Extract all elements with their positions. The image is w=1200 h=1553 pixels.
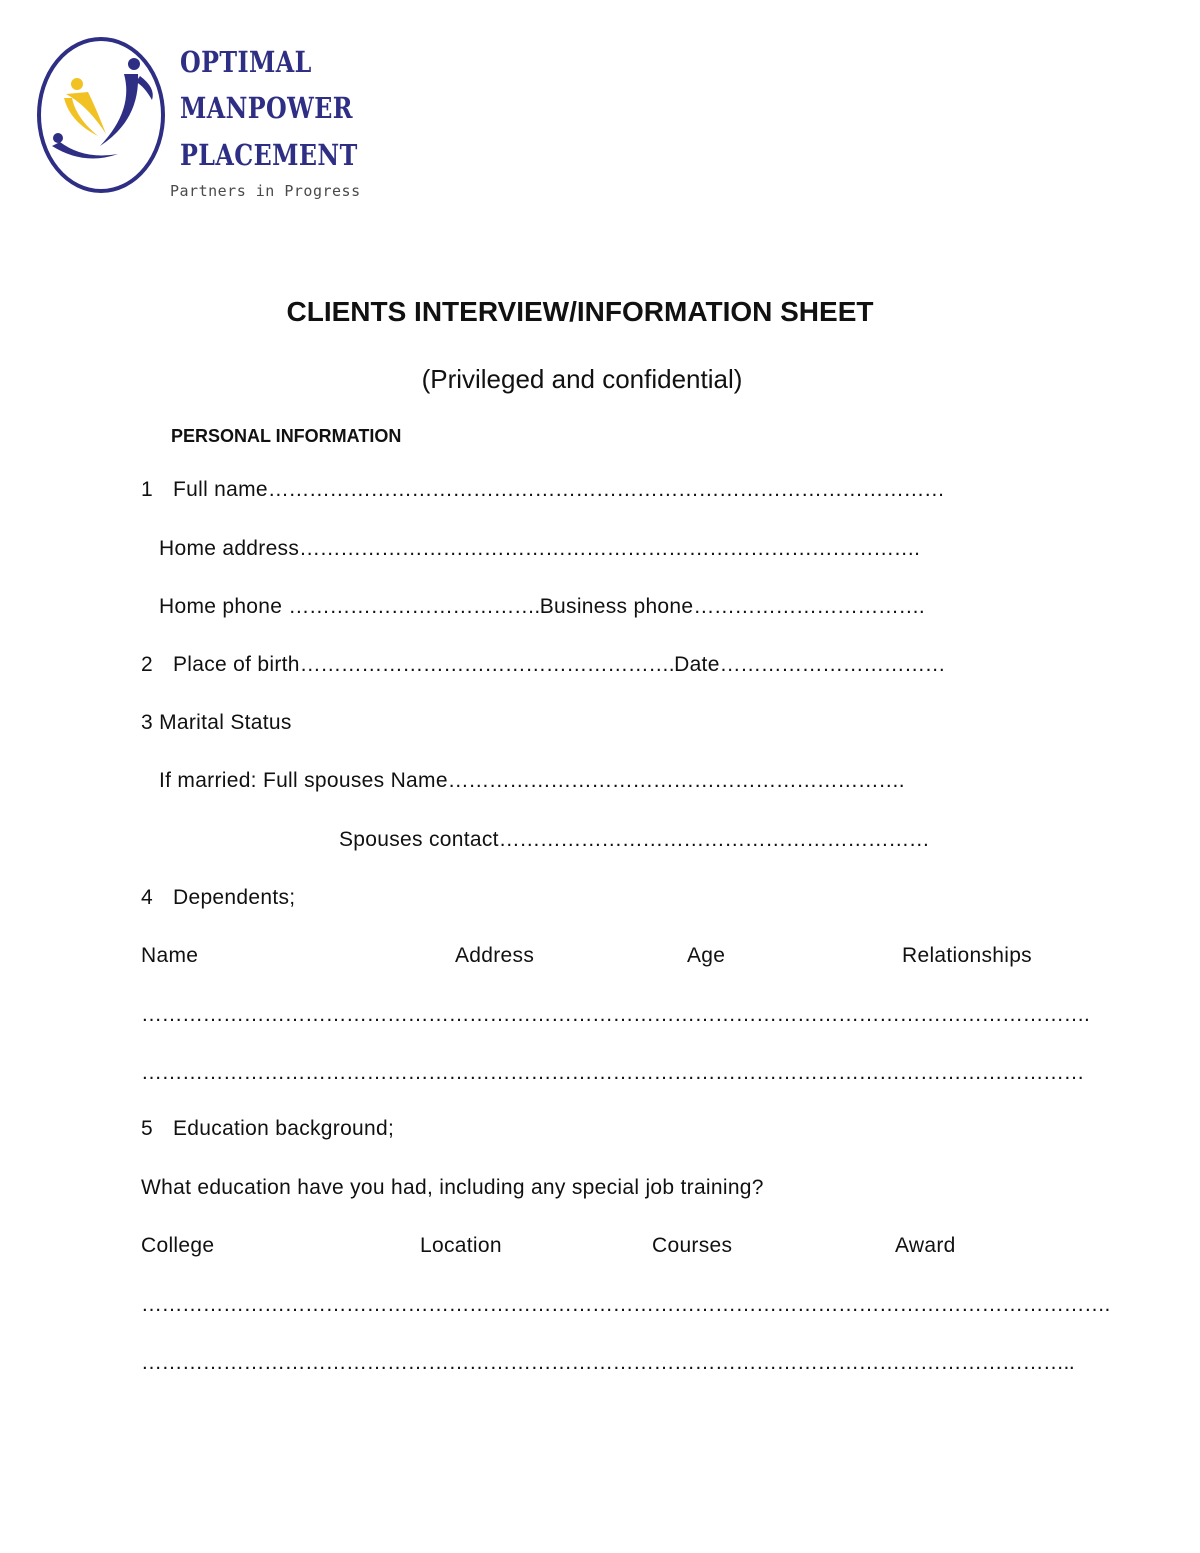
home-address-row [159,537,920,561]
home-phone-label: Home phone [159,595,289,618]
business-phone-label: Business phone [539,595,694,618]
place-of-birth-field[interactable]: ………………………………………………. [299,653,675,676]
company-logo [30,30,361,215]
education-header-location: Location [420,1234,502,1257]
question-number: 1 [141,478,153,501]
dependents-header-address: Address [455,944,535,967]
spouse-name-label: If married: Full spouses Name [159,769,448,792]
education-header-award: Award [895,1234,956,1257]
people-emblem-icon [36,36,166,194]
question-number: 4 [141,886,153,909]
education-header-courses: Courses [652,1234,733,1257]
full-name-row [141,478,944,502]
spouse-contact-field[interactable]: ……………………………………………………… [498,828,930,851]
education-question: What education have you had, including any special job training? [141,1176,764,1199]
dependents-header-age: Age [687,944,726,967]
dependents-header-name: Name [141,944,199,967]
full-name-label: Full name [173,478,268,501]
logo-text-placement: PLACEMENT [180,138,358,172]
dependents-entry-row[interactable]: ………………………………………………………………………………………………………………………… [141,1061,1084,1084]
full-name-field[interactable]: ……………………………………………………………………………………… [267,478,945,501]
spouse-name-field[interactable]: …………………………………………………………. [447,769,905,792]
question-number: 2 [141,653,153,676]
question-number: 5 [141,1117,153,1140]
spouse-contact-label: Spouses contact [339,828,499,851]
dependents-label: Dependents; [173,886,296,909]
dependents-entry-row[interactable]: …………………………………………………………………………………………………………………………. [141,1003,1090,1026]
spouse-name-row [159,769,904,793]
place-of-birth-label: Place of birth [173,653,300,676]
education-row [141,1117,394,1141]
birth-row [141,653,945,677]
education-header-college: College [141,1234,215,1257]
date-label: Date [674,653,720,676]
phone-row [159,595,924,619]
home-address-label: Home address [159,537,300,560]
section-heading: PERSONAL INFORMATION [171,426,402,446]
education-label: Education background; [173,1117,395,1140]
marital-status-label: 3 Marital Status [141,711,292,734]
dependents-row [141,886,295,910]
spouse-contact-row [339,828,929,852]
home-address-field[interactable]: ………………………………………………………………………………. [299,537,920,560]
logo-text-optimal: OPTIMAL [180,45,312,79]
business-phone-field[interactable]: ……………………………. [693,595,925,618]
document-title: CLIENTS INTERVIEW/INFORMATION SHEET [286,296,874,327]
education-entry-row[interactable]: ……………………………………………………………………………………………………………………….. [141,1351,1075,1374]
education-entry-row[interactable]: ……………………………………………………………………………………………………………………………. [141,1293,1110,1316]
dependents-header-relationships: Relationships [902,944,1032,967]
document-subtitle: (Privileged and confidential) [421,364,743,394]
logo-text-manpower: MANPOWER [180,91,353,125]
logo-tagline: Partners in Progress [170,182,361,200]
date-field[interactable]: …………………………… [719,653,946,676]
home-phone-field[interactable]: ………………………………. [288,595,540,618]
